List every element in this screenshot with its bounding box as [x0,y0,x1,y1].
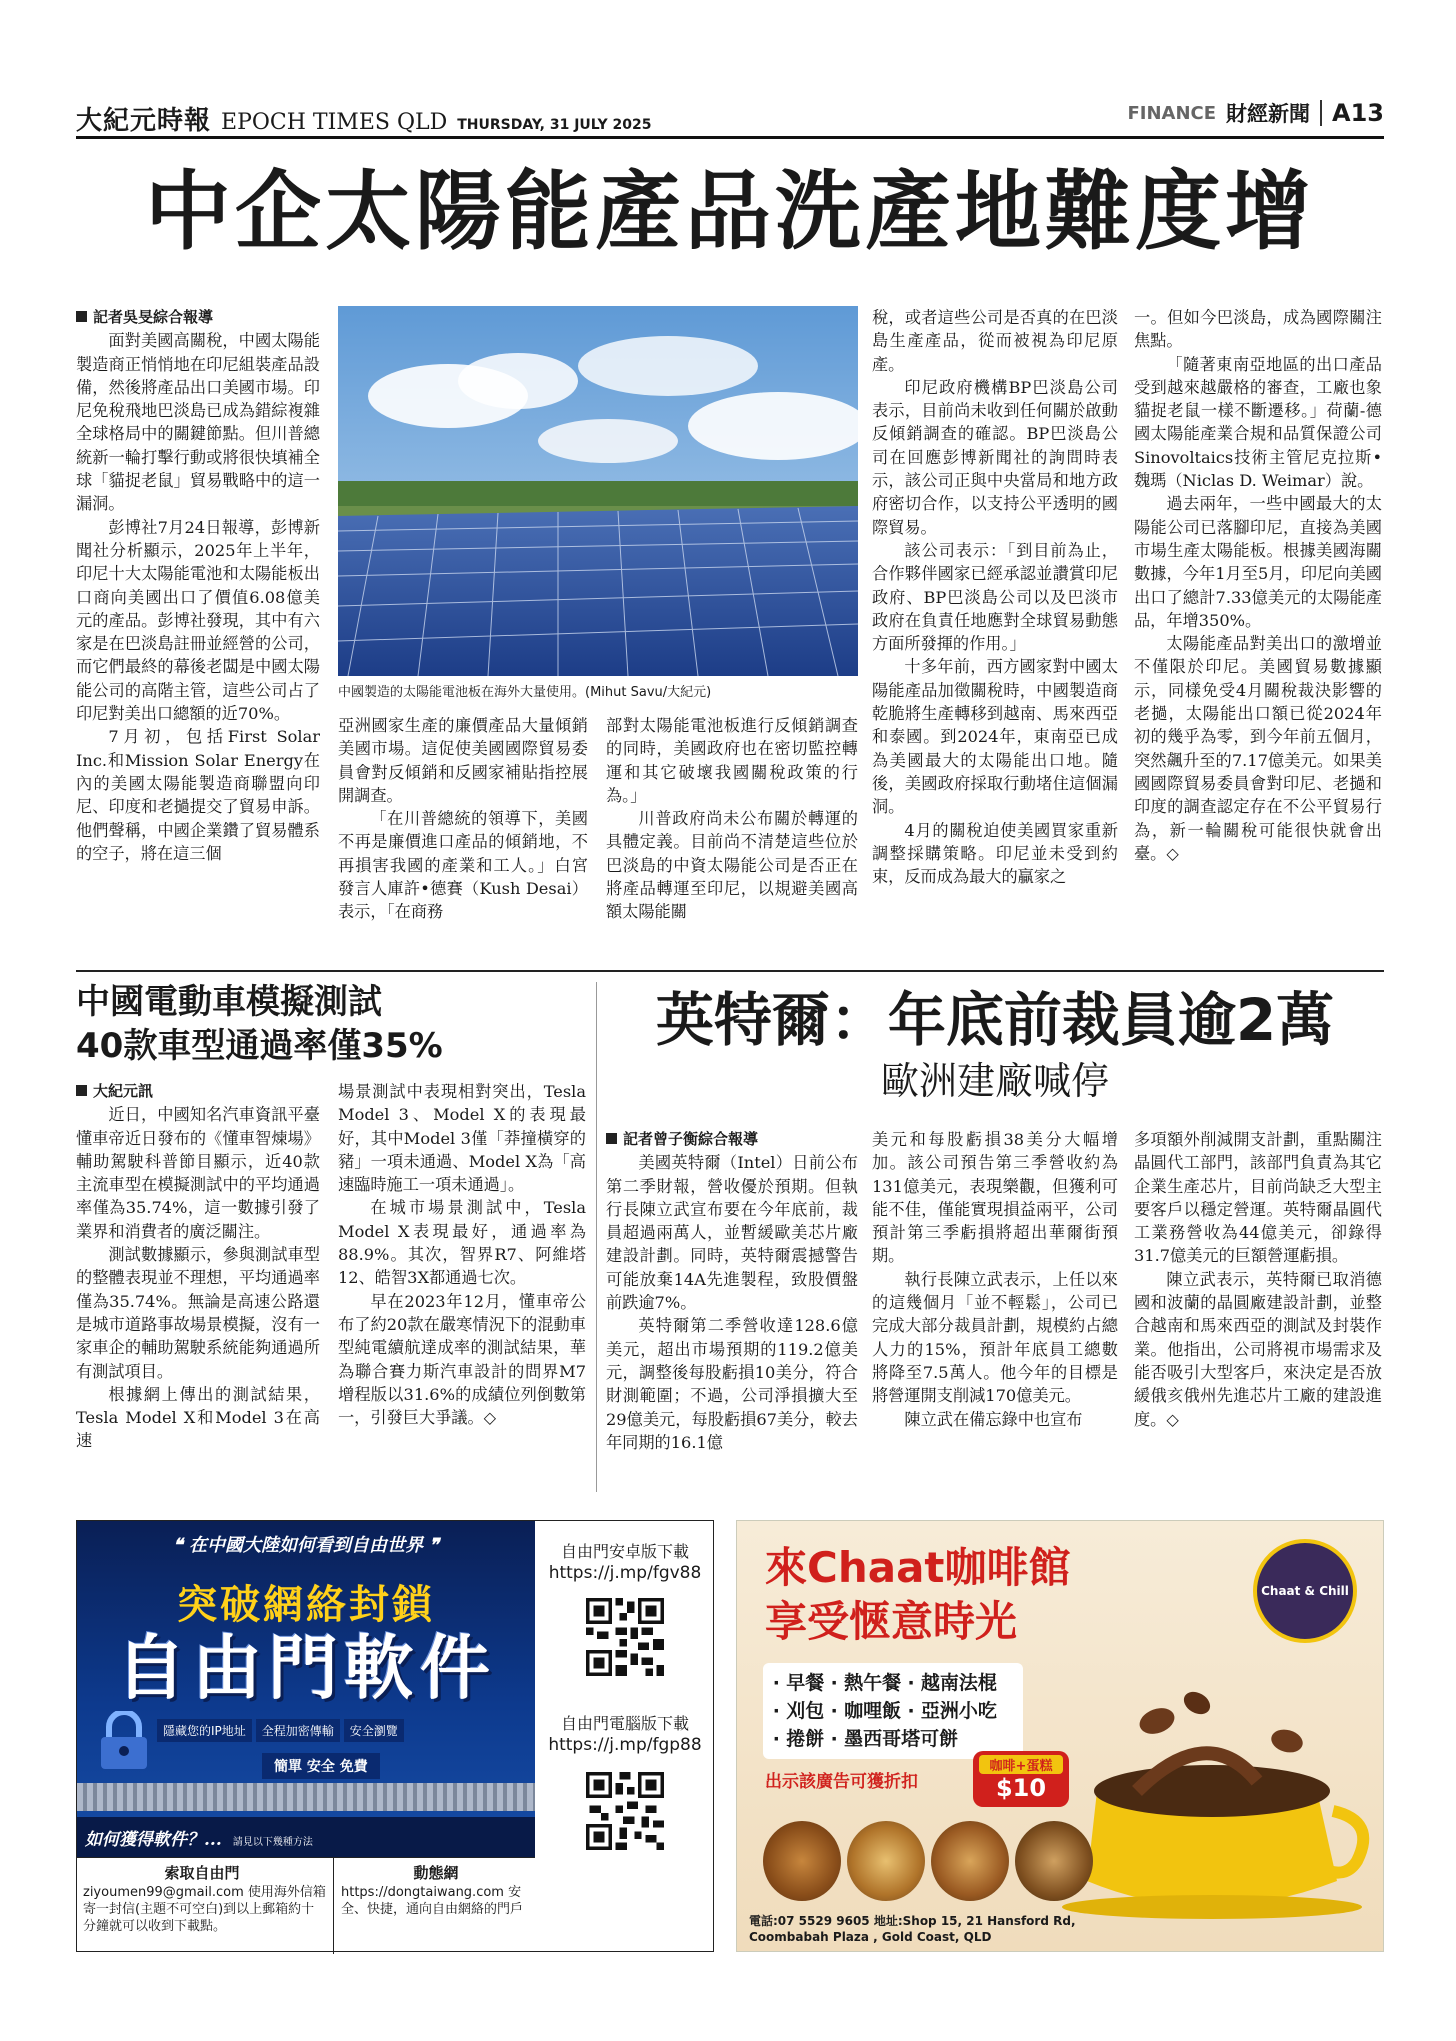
paragraph: 根據網上傳出的測試結果，Tesla Model X和Model 3在高速 [76,1384,320,1451]
chaat-contact: 電話:07 5529 9605 地址:Shop 15, 21 Hansford Rd, Coombabah Plaza , Gold Coast, QLD [749,1914,1076,1944]
article1-col1 [76,306,320,966]
paragraph: 稅，或者這些公司是否真的在巴淡島生產產品，從而被視為印尼原產。 [872,308,1118,374]
article1-byline: 記者吳旻綜合報導 [93,308,214,326]
lock-icon [97,1711,151,1771]
page-number: A13 [1332,99,1384,127]
freegate-title1: 突破網絡封鎖 [177,1582,435,1628]
get-freegate-header: 索取自由門 [164,1864,240,1882]
section-cn: 財經新聞 [1226,101,1311,126]
dongtaiwang-text[interactable]: https://dongtaiwang.com 安全、快捷，通向自由網絡的門戶 [341,1885,524,1917]
menu-line: ‧ 刈包 ‧ 咖哩飯 ‧ 亞洲小吃 [773,1700,997,1722]
byline-marker [76,1085,87,1096]
pc-download-label: 自由門電腦版下載 [560,1714,689,1733]
paragraph: 十多年前，西方國家對中國太陽能產品加徵關稅時，中國製造商乾脆將生產轉移到越南、馬來西亞和泰國。到2024年，東南亞已成為美國最大的太陽能出口地。隨後，美國政府採取行動堵住這個漏洞。 [872,657,1118,817]
paragraph: 一。但如今巴淡島，成為國際關注焦點。 [1134,308,1382,351]
pc-qr-code[interactable] [581,1767,669,1855]
get-freegate-text[interactable]: ziyoumen99@gmail.com 使用海外信箱寄一封信(主題不可空白)到以上郵箱約十分鐘就可以收到下載點。 [83,1885,326,1934]
article2-headline [76,980,596,1068]
paragraph: 4月的關稅迫使美國買家重新調整採購策略。印尼並未受到約束，反而成為最大的贏家之 [872,820,1118,887]
section-en: FINANCE [1127,102,1217,124]
android-qr-code[interactable] [581,1593,669,1681]
feature-item: 隱藏您的IP地址 [157,1719,252,1742]
article3-subhead: 歐洲建廠喊停 [880,1059,1109,1103]
paragraph: 部對太陽能電池板進行反傾銷調查的同時，美國政府也在密切監控轉運和其它破壞我國關稅政策的行為。」 [606,716,858,805]
android-download-url[interactable]: https://j.mp/fgv88 [548,1563,702,1583]
article2-col2 [338,1080,586,1494]
paragraph: 在城市場景測試中，Tesla Model X表現最好，通過率為88.9%。其次，智界R7、阿維塔12、皓智3X都通過七次。 [338,1198,586,1288]
footer-divider [333,1858,334,1954]
freegate-footer [77,1857,535,1953]
paragraph: 早在2023年12月，懂車帝公布了約20款在嚴寒情況下的混動車型純電續航達成率的測試結果，華為聯合賽力斯汽車設計的問界M7增程版以31.6%的成績位列倒數第一，引發巨大爭議。◇ [338,1291,586,1428]
article3-col1 [606,1128,858,1494]
quote-open-icon: ❝ [173,1535,189,1556]
dongtaiwang-header: 動態網 [413,1864,459,1882]
paragraph: 面對美國高關稅，中國太陽能製造商正悄悄地在印尼組裝產品設備，然後將產品出口美國市場。印尼免稅飛地巴淡島已成為錯綜複雜全球格局中的關鍵節點。但川普總統新一輪打擊行動或將很快填補全球「貓捉老鼠」貿易戰略中的這一漏洞。 [76,331,320,514]
paragraph: 美元和每股虧損38美分大幅增加。該公司預告第三季營收約為131億美元，表現樂觀，但獲利可能不佳，僅能實現損益兩平，公司預計第三季虧損將超出華爾街預期。 [872,1130,1118,1266]
menu-line: ‧ 捲餅 ‧ 墨西哥塔可餅 [773,1728,959,1750]
masthead-en: EPOCH TIMES QLD [221,110,448,135]
quote-close-icon: ❞ [423,1535,439,1556]
paragraph: 太陽能產品對美出口的激增並不僅限於印尼。美國貿易數據顯示，同樣免受4月關稅裁決影響的老撾，太陽能出口額已從2024年初的幾乎為零，到今年前五個月，突然飆升至的7.17億美元。如果美國國際貿易委員會對印尼、老撾和印度的調查認定存在不公平貿易行為，新一輪關稅可能很快就會出臺。◇ [1134,634,1382,863]
article1-headline: 中企太陽能產品洗產地難度增 [145,161,1315,262]
paragraph: 「隨著東南亞地區的出口產品受到越來越嚴格的審查，工廠也象貓捉老鼠一樣不斷遷移。」荷蘭-德國太陽能產業合規和品質保證公司Sinovoltaics技術主管尼克拉斯•魏瑪（Niclas D. Weimar）說。 [1134,354,1382,491]
freegate-how-label: 如何獲得軟件？... [85,1830,222,1850]
paragraph: 英特爾第二季營收達128.6億美元，超出市場預期的119.2億美元，調整後每股虧損10美分，符合財測範圍；不過，公司淨損擴大至29億美元，每股虧損67美分，較去年同期的16.1億 [606,1316,858,1452]
feature-item: 安全瀏覽 [344,1719,404,1742]
pc-download-url[interactable]: https://j.mp/fgp88 [548,1735,702,1755]
paragraph: 陳立武表示，英特爾已取消德國和波蘭的晶圓廠建設計劃，並整合越南和馬來西亞的測試及封裝作業。他指出，公司將視市場需求及能否吸引大型客戶，來決定是否放緩俄亥俄州先進芯片工廠的建設進度。◇ [1134,1269,1382,1429]
paragraph: 彭博社7月24日報導，彭博新聞社分析顯示，2025年上半年，印尼十大太陽能電池和太陽能板出口商向美國出口了價值6.08億美元的產品。彭博社發現，其中有六家是在巴淡島註冊並經營的公司，而它們最終的幕後老闆是中國太陽能公司的高階主管，這些公司占了印尼對美出口總額的近70%。 [76,517,320,724]
combo-label: 咖啡+蛋糕 [979,1755,1063,1774]
food-photo [1015,1821,1093,1901]
feature-item: 全程加密傳輸 [256,1719,340,1742]
freegate-title2: 自由門軟件 [116,1627,496,1709]
combo-price: $10 [995,1774,1047,1802]
header-divider [1320,100,1322,126]
freegate-banner [77,1521,535,1857]
paragraph: 川普政府尚未公布關於轉運的具體定義。目前尚不清楚這些位於巴淡島的中資太陽能公司是否正在將產品轉運至印尼，以規避美國高額太陽能關 [606,809,858,922]
paragraph: 7月初，包括First Solar Inc.和Mission Solar Energy在內的美國太陽能製造商聯盟向印尼、印度和老撾提交了貿易申訴。他們聲稱，中國企業鑽了貿易體系的空子，將在這三個 [76,727,320,863]
chaat-cafe-ad[interactable] [736,1520,1384,1952]
food-photo [931,1821,1009,1901]
article3-byline: 記者曾子衡綜合報導 [623,1130,759,1148]
paragraph: 過去兩年，一些中國最大的太陽能公司已落腳印尼，直接為美國市場生產太陽能板。根據美國海關數據，今年1月至5月，印尼向美國出口了總計7.33億美元的太陽能產品，年增350%。 [1134,494,1382,630]
android-download-label: 自由門安卓版下載 [560,1542,689,1561]
freegate-ad[interactable] [76,1520,714,1952]
article1-col3 [606,714,858,966]
chaat-title1: 來Chaat咖啡館 [765,1543,1071,1592]
freegate-quote-text: 在中國大陸如何看到自由世界 [189,1535,423,1556]
chaat-menu-box [763,1663,1023,1759]
zipper-graphic [77,1783,535,1811]
food-photo [847,1821,925,1901]
paragraph: 近日，中國知名汽車資訊平臺懂車帝近日發布的《懂車智煉場》輔助駕駛科普節目顯示，近40款主流車型在模擬測試中的平均通過率僅為35.74%，這一數據引發了業界和消費者的廣泛關注。 [76,1105,320,1241]
solar-field-image [338,306,858,676]
freegate-tagline: 簡單 安全 免費 [262,1753,380,1779]
header-rule [76,136,1384,139]
paragraph: 該公司表示：「到目前為止，合作夥伴國家已經承認並讚賞印尼政府、BP巴淡島公司以及巴淡市政府在負責任地應對全球貿易動態方面所發揮的作用。」 [872,540,1118,654]
article2-byline: 大紀元訊 [93,1082,154,1100]
paragraph: 美國英特爾（Intel）日前公布第二季財報，營收優於預期。但執行長陳立武宣布要在今年底前，裁員超過兩萬人，並暫緩歐美芯片廠建設計劃。同時，英特爾震撼警告可能放棄14A先進製程，致股價盤前跌逾7%。 [606,1153,858,1313]
freegate-features [157,1719,404,1742]
paragraph: 「在川普總統的領導下，美國不再是廉價進口產品的傾銷地，不再損害我國的產業和工人。」白宮發言人庫許•德賽（Kush Desai）表示，「在商務 [338,809,588,922]
solar-panel-photo [338,306,858,676]
food-photos [763,1821,1093,1901]
chaat-discount: 出示該廣告可獲折扣 [765,1772,918,1792]
masthead [76,100,652,136]
qr-icon [586,1598,664,1676]
qr-icon [586,1772,664,1850]
paragraph: 測試數據顯示，參與測試車型的整體表現並不理想，平均通過率僅為35.74%。無論是高速公路還是城市道路事故場景模擬，沒有一家車企的輔助駕駛系統能夠通過所有測試項目。 [76,1245,320,1381]
article2-headline-line1: 中國電動車模擬測試 [76,982,382,1022]
byline-marker [76,311,87,322]
paragraph: 陳立武在備忘錄中也宣布 [904,1409,1083,1429]
column-divider [596,982,597,1492]
issue-date: THURSDAY, 31 JULY 2025 [457,117,652,133]
paragraph: 場景測試中表現相對突出，Tesla Model 3、Model X的表現最好，其中Model 3僅「莽撞橫穿的豬」一項未通過、Model X為「高速臨時施工一項未通過」。 [338,1082,586,1195]
freegate-how-sub: 請見以下幾種方法 [232,1837,313,1848]
article1-col2 [338,714,588,966]
masthead-cn: 大紀元時報 [76,106,212,136]
article2-headline-line2: 40款車型通過率僅35% [76,1026,443,1066]
section-label [1127,98,1384,128]
freegate-quote [77,1531,535,1557]
article1-col5 [1134,306,1382,966]
menu-line: ‧ 早餐 ‧ 熱午餐 ‧ 越南法棍 [773,1672,997,1694]
byline-marker [606,1133,617,1144]
article1-col4 [872,306,1118,966]
section-divider [76,970,1384,972]
food-photo [763,1821,841,1901]
freegate-how [77,1817,535,1857]
chaat-logo [1253,1539,1357,1643]
paragraph: 印尼政府機構BP巴淡島公司表示，目前尚未收到任何關於啟動反傾銷調查的確認。BP巴淡島公司在回應彭博新聞社的詢問時表示，該公司正與中央當局和地方政府密切合作，以支持公平透明的國際貿易。 [872,377,1118,537]
article3-col2 [872,1128,1118,1494]
photo-caption: 中國製造的太陽能電池板在海外大量使用。(Mihut Savu/大紀元) [338,685,712,700]
article2-col1 [76,1080,320,1494]
chaat-logo-text: Chaat & Chill [1261,1584,1349,1598]
paragraph: 多項額外削減開支計劃，重點關注晶圓代工部門，該部門負責為其它企業生產芯片，目前尚缺乏大型主要客戶以穩定營運。英特爾晶圓代工業務營收為44億美元，卻錄得31.7億美元的巨額營運虧損。 [1134,1130,1382,1266]
article3-headline: 英特爾：年底前裁員逾2萬 [655,986,1335,1054]
article3-col3 [1134,1128,1382,1494]
chaat-title2: 享受愜意時光 [765,1597,1018,1646]
paragraph: 執行長陳立武表示，上任以來的這幾個月「並不輕鬆」，公司已完成大部分裁員計劃，規模約占總人力的15%，預計年底員工總數將降至7.5萬人。他今年的目標是將營運開支削減170億美元。 [872,1269,1118,1406]
paragraph: 亞洲國家生產的廉價產品大量傾銷美國市場。這促使美國國際貿易委員會對反傾銷和反國家補貼指控展開調查。 [338,716,588,805]
